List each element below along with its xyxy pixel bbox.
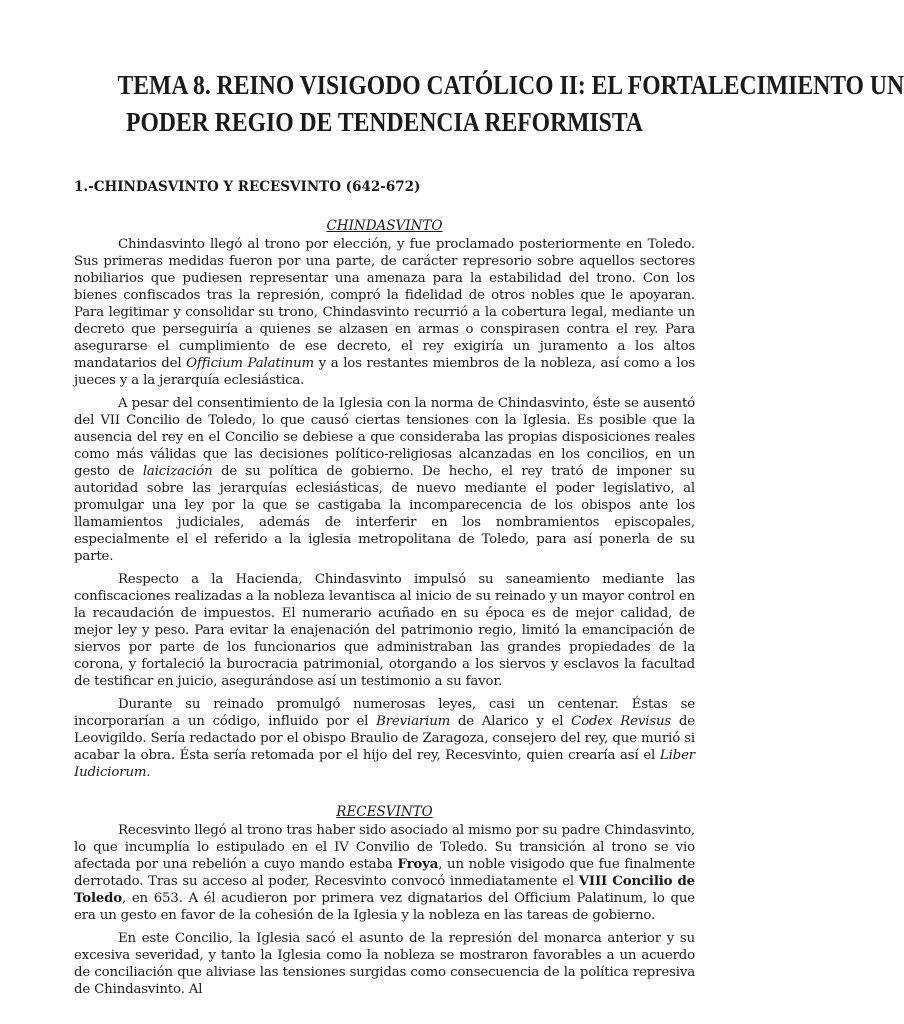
paragraph-chindasvinto-1: Chindasvinto llegó al trono por elección, y fue proclamado posteriormente en Toledo. Sus primeras medidas fueron por una parte, de carácter represorio sobre aquellos sectores nobiliarios que pudiesen representar una amenaza para la estabilidad del trono. Con los bienes confiscados tras la represión, compró la fidelidad de otros nobles que le apoyaran. Para legitimar y consolidar su trono, Chindasvinto recurrió a la cobertura legal, mediante un decreto que perseguiría a quienes se alzasen en armas o conspirasen contra el rey. Para asegurarse el cumplimiento de ese decreto, el rey exigiría un juramento a los altos mandatarios del Officium Palatinum y a los restantes miembros de la nobleza, así como a los jueces y a la jerarquía eclesiástica. [74, 237, 696, 388]
document-title [117, 66, 904, 140]
title-line-1: TEMA 8. REINO VISIGODO CATÓLICO II: EL FORTALECIMIENTO UN [117, 69, 904, 100]
title-line-2: PODER REGIO DE TENDENCIA REFORMISTA [126, 106, 643, 137]
section-heading: 1.-CHINDASVINTO Y RECESVINTO (642-672) [74, 179, 421, 195]
paragraph-chindasvinto-4: Durante su reinado promulgó numerosas leyes, casi un centenar. Éstas se incorporarían a un código, influido por el Breviarium de Alarico y el Codex Revisus de Leovigildo. Sería redactado por el obispo Braulio de Zaragoza, consejero del rey, que murió si acabar la obra. Ésta sería retomada por el hijo del rey, Recesvinto, quien crearía así el Liber Iudiciorum. [74, 697, 695, 780]
subheading-chindasvinto: CHINDASVINTO [326, 218, 443, 234]
subheading-recesvinto: RECESVINTO [336, 804, 433, 820]
paragraph-recesvinto-2: En este Concilio, la Iglesia sacó el asunto de la represión del monarca anterior y su excesiva severidad, y tanto la Iglesia como la nobleza se mostraron favorables a un acuerdo de conciliación que aliviase las tensiones surgidas como consecuencia de la política represiva de Chindasvinto. Al [74, 931, 695, 997]
paragraph-recesvinto-1: Recesvinto llegó al trono tras haber sido asociado al mismo por su padre Chindasvinto, lo que incumplía lo estipulado en el IV Convilio de Toledo. Su transición al trono se vio afectada por una rebelión a cuyo mando estaba Froya, un noble visigodo que fue finalmente derrotado. Tras su acceso al poder, Recesvinto convocó inmediatamente el VIII Concilio de Toledo, en 653. A él acudieron por primera vez dignatarios del Officium Palatinum, lo que era un gesto en favor de la cohesión de la Iglesia y la nobleza en las tareas de gobierno. [74, 823, 695, 923]
paragraph-chindasvinto-2: A pesar del consentimiento de la Iglesia con la norma de Chindasvinto, éste se ausentó del VII Concilio de Toledo, lo que causó ciertas tensiones con la Iglesia. Es posible que la ausencia del rey en el Concilio se debiese a que consideraba las propias disposiciones reales como más válidas que las decisiones político-religiosas alcanzadas en los concilios, en un gesto de laicización de su política de gobierno. De hecho, el rey trató de imponer su autoridad sobre las jerarquías eclesiásticas, de nuevo mediante el poder legislativo, al promulgar una ley por la que se castigaba la incomparecencia de los obispos ante los llamamientos judiciales, además de interferir en los nombramientos episcopales, especialmente el el referido a la iglesia metropolitana de Toledo, para así ponerla de su parte. [74, 396, 695, 564]
paragraph-chindasvinto-3: Respecto a la Hacienda, Chindasvinto impulsó su saneamiento mediante las confiscaciones realizadas a la nobleza levantisca al inicio de su reinado y un mayor control en la recaudación de impuestos. El numerario acuñado en su época es de mejor calidad, de mejor ley y peso. Para evitar la enajenación del patrimonio regio, limitó la emancipación de siervos por parte de los funcionarios que administraban las grandes propiedades de la corona, y fortaleció la burocracia patrimonial, otorgando a los siervos y esclavos la facultad de testificar en juicio, asegurándose así un testimonio a su favor. [74, 572, 695, 689]
